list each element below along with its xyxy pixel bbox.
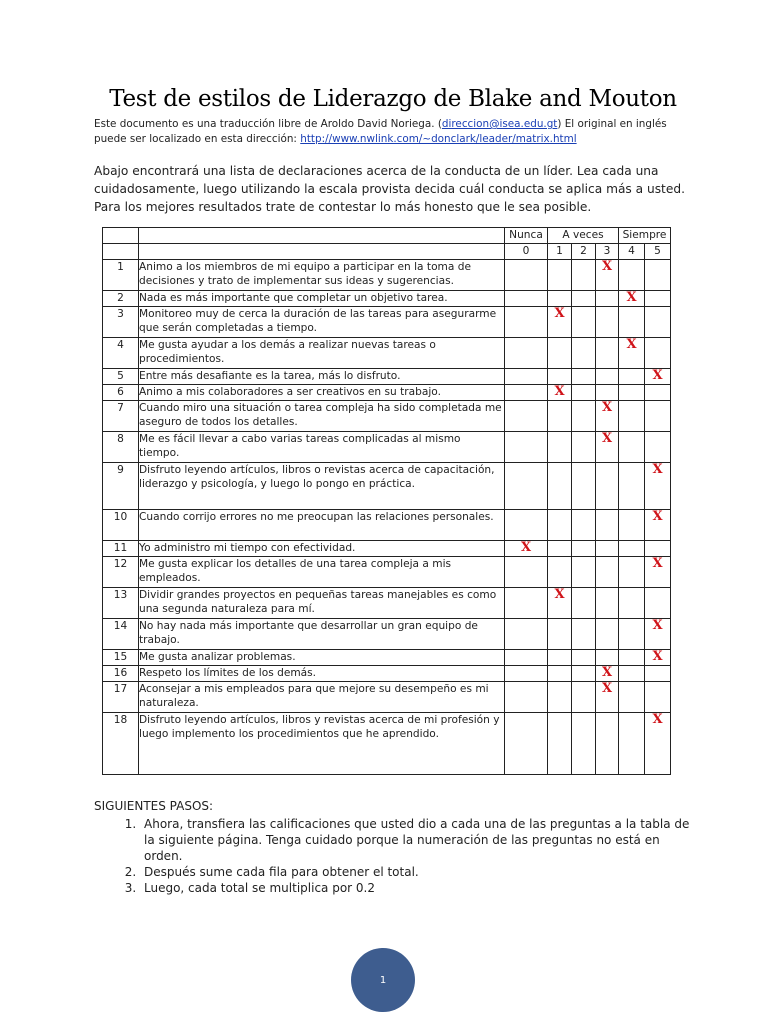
question-number: 5 xyxy=(103,369,139,385)
question-row xyxy=(103,307,671,338)
answer-cell-3[interactable] xyxy=(596,291,619,307)
question-row xyxy=(103,385,671,401)
step-item: 1. Ahora, transfiera las calificaciones que usted dio a cada una de las preguntas a la tabla de la siguiente página. Tenga cuidado porque la numeración de las preguntas no está en orden. xyxy=(140,816,694,864)
question-row xyxy=(103,557,671,588)
answer-cell-3[interactable] xyxy=(596,588,619,619)
question-statement: Respeto los límites de los demás. xyxy=(139,666,505,682)
answer-cell-1[interactable] xyxy=(548,588,572,619)
answer-mark: X xyxy=(652,462,663,477)
answer-cell-5[interactable] xyxy=(645,291,671,307)
answer-mark: X xyxy=(601,681,613,696)
question-statement: Monitoreo muy de cerca la duración de las tareas para asegurarme que serán completadas a tiempo. xyxy=(139,307,505,338)
answer-cell-2[interactable] xyxy=(572,369,596,385)
answer-cell-5[interactable] xyxy=(645,260,671,291)
question-statement: Cuando corrijo errores no me preocupan las relaciones personales. xyxy=(139,510,505,541)
answer-cell-0[interactable] xyxy=(505,541,548,557)
answer-mark: X xyxy=(601,400,613,415)
answer-cell-0[interactable] xyxy=(505,463,548,510)
answer-cell-4[interactable] xyxy=(619,666,645,682)
question-statement: Me gusta analizar problemas. xyxy=(139,650,505,666)
question-row xyxy=(103,510,671,541)
answer-cell-4[interactable] xyxy=(619,432,645,463)
leadership-questionnaire-table xyxy=(102,227,671,775)
intro-paragraph: Abajo encontrará una lista de declaraciones acerca de la conducta de un líder. Lea cada una cuidadosamente, luego utilizando la escala provista decida cuál conducta se aplica más a usted. Para los mejores resultados trate de contestar lo más honesto que le sea posible. xyxy=(94,164,685,214)
answer-cell-0[interactable] xyxy=(505,307,548,338)
answer-cell-2[interactable] xyxy=(572,307,596,338)
question-number: 18 xyxy=(103,713,139,775)
answer-cell-4[interactable] xyxy=(619,713,645,775)
answer-cell-3[interactable] xyxy=(596,432,619,463)
answer-cell-5[interactable] xyxy=(645,557,671,588)
answer-cell-4[interactable] xyxy=(619,338,645,369)
answer-cell-1[interactable] xyxy=(548,650,572,666)
answer-cell-2[interactable] xyxy=(572,463,596,510)
answer-cell-4[interactable] xyxy=(619,510,645,541)
question-number: 9 xyxy=(103,463,139,510)
answer-cell-0[interactable] xyxy=(505,338,548,369)
answer-cell-0[interactable] xyxy=(505,650,548,666)
answer-cell-0[interactable] xyxy=(505,369,548,385)
answer-cell-3[interactable] xyxy=(596,307,619,338)
scale-value-1: 1 xyxy=(548,244,572,260)
answer-cell-5[interactable] xyxy=(645,666,671,682)
question-statement: Me gusta ayudar a los demás a realizar nuevas tareas o procedimientos. xyxy=(139,338,505,369)
answer-cell-0[interactable] xyxy=(505,557,548,588)
answer-cell-0[interactable] xyxy=(505,666,548,682)
answer-cell-2[interactable] xyxy=(572,588,596,619)
scale-value-4: 4 xyxy=(619,244,645,260)
note-text-1: Este documento es una traducción libre de Aroldo David Noriega. ( xyxy=(94,118,442,130)
question-statement: Animo a los miembros de mi equipo a participar en la toma de decisiones y trato de implementar sus ideas y sugerencias. xyxy=(139,260,505,291)
answer-cell-5[interactable] xyxy=(645,682,671,713)
answer-cell-3[interactable] xyxy=(596,401,619,432)
question-number: 15 xyxy=(103,650,139,666)
answer-cell-2[interactable] xyxy=(572,385,596,401)
question-row xyxy=(103,401,671,432)
answer-cell-2[interactable] xyxy=(572,291,596,307)
answer-cell-5[interactable] xyxy=(645,463,671,510)
answer-cell-1[interactable] xyxy=(548,666,572,682)
question-number: 4 xyxy=(103,338,139,369)
question-statement: Nada es más importante que completar un objetivo tarea. xyxy=(139,291,505,307)
answer-cell-4[interactable] xyxy=(619,307,645,338)
answer-cell-5[interactable] xyxy=(645,619,671,650)
question-number: 12 xyxy=(103,557,139,588)
answer-cell-5[interactable] xyxy=(645,307,671,338)
translation-note xyxy=(94,117,694,147)
question-statement: Me gusta explicar los detalles de una tarea compleja a mis empleados. xyxy=(139,557,505,588)
answer-cell-3[interactable] xyxy=(596,650,619,666)
answer-cell-3[interactable] xyxy=(596,338,619,369)
answer-mark: X xyxy=(601,431,613,446)
question-number: 16 xyxy=(103,666,139,682)
answer-cell-0[interactable] xyxy=(505,291,548,307)
answer-cell-3[interactable] xyxy=(596,463,619,510)
next-steps-section xyxy=(94,799,694,896)
answer-cell-4[interactable] xyxy=(619,260,645,291)
question-statement: No hay nada más importante que desarrollar un gran equipo de trabajo. xyxy=(139,619,505,650)
scale-value-5: 5 xyxy=(645,244,671,260)
question-statement: Aconsejar a mis empleados para que mejore su desempeño es mi naturaleza. xyxy=(139,682,505,713)
answer-cell-4[interactable] xyxy=(619,650,645,666)
next-steps-list xyxy=(94,816,694,896)
question-number: 17 xyxy=(103,682,139,713)
answer-mark: X xyxy=(554,587,565,602)
answer-cell-1[interactable] xyxy=(548,369,572,385)
answer-cell-3[interactable] xyxy=(596,619,619,650)
answer-cell-5[interactable] xyxy=(645,541,671,557)
answer-cell-0[interactable] xyxy=(505,432,548,463)
scale-value-0: 0 xyxy=(505,244,548,260)
answer-cell-4[interactable] xyxy=(619,682,645,713)
question-row xyxy=(103,666,671,682)
scale-value-3: 3 xyxy=(596,244,619,260)
question-row xyxy=(103,682,671,713)
answer-cell-0[interactable] xyxy=(505,260,548,291)
answer-cell-1[interactable] xyxy=(548,385,572,401)
answer-cell-1[interactable] xyxy=(548,619,572,650)
answer-mark: X xyxy=(652,649,663,664)
answer-cell-0[interactable] xyxy=(505,510,548,541)
answer-mark: X xyxy=(601,259,613,274)
answer-cell-1[interactable] xyxy=(548,307,572,338)
next-steps-title: SIGUIENTES PASOS: xyxy=(94,799,214,813)
question-statement: Me es fácil llevar a cabo varias tareas complicadas al mismo tiempo. xyxy=(139,432,505,463)
answer-cell-0[interactable] xyxy=(505,588,548,619)
answer-mark: X xyxy=(652,556,663,571)
answer-cell-3[interactable] xyxy=(596,666,619,682)
answer-cell-5[interactable] xyxy=(645,432,671,463)
question-row xyxy=(103,588,671,619)
answer-cell-1[interactable] xyxy=(548,291,572,307)
answer-cell-2[interactable] xyxy=(572,619,596,650)
answer-cell-4[interactable] xyxy=(619,291,645,307)
question-number: 14 xyxy=(103,619,139,650)
answer-cell-1[interactable] xyxy=(548,682,572,713)
question-statement: Yo administro mi tiempo con efectividad. xyxy=(139,541,505,557)
scale-group-siempre: Siempre xyxy=(619,228,671,244)
answer-cell-5[interactable] xyxy=(645,588,671,619)
question-row xyxy=(103,713,671,775)
step-item: 3. Luego, cada total se multiplica por 0.2 xyxy=(140,880,694,896)
scale-value-2: 2 xyxy=(572,244,596,260)
answer-mark: X xyxy=(652,618,663,633)
answer-cell-3[interactable] xyxy=(596,385,619,401)
answer-cell-1[interactable] xyxy=(548,557,572,588)
header-row-values xyxy=(103,244,671,260)
answer-cell-2[interactable] xyxy=(572,666,596,682)
answer-cell-4[interactable] xyxy=(619,588,645,619)
answer-cell-2[interactable] xyxy=(572,401,596,432)
document-title: Test de estilos de Liderazgo de Blake and Mouton xyxy=(109,86,677,112)
answer-cell-4[interactable] xyxy=(619,619,645,650)
answer-cell-0[interactable] xyxy=(505,385,548,401)
email-link[interactable]: direccion@isea.edu.gt xyxy=(441,118,558,130)
answer-cell-3[interactable] xyxy=(596,369,619,385)
answer-cell-3[interactable] xyxy=(596,557,619,588)
answer-cell-2[interactable] xyxy=(572,541,596,557)
answer-mark: X xyxy=(626,337,637,352)
answer-cell-4[interactable] xyxy=(619,541,645,557)
answer-cell-1[interactable] xyxy=(548,541,572,557)
answer-mark: X xyxy=(554,306,565,321)
question-number: 13 xyxy=(103,588,139,619)
answer-mark: X xyxy=(520,540,532,555)
answer-mark: X xyxy=(601,665,613,680)
answer-cell-5[interactable] xyxy=(645,401,671,432)
answer-cell-2[interactable] xyxy=(572,650,596,666)
question-statement: Disfruto leyendo artículos, libros y revistas acerca de mi profesión y luego implemento los procedimientos que he aprendido. xyxy=(139,713,505,775)
header-row-groups xyxy=(103,228,671,244)
answer-cell-1[interactable] xyxy=(548,713,572,775)
answer-mark: X xyxy=(652,509,663,524)
answer-cell-2[interactable] xyxy=(572,510,596,541)
question-number: 8 xyxy=(103,432,139,463)
answer-cell-2[interactable] xyxy=(572,557,596,588)
answer-cell-0[interactable] xyxy=(505,619,548,650)
answer-mark: X xyxy=(554,384,565,399)
answer-cell-0[interactable] xyxy=(505,682,548,713)
question-row xyxy=(103,650,671,666)
answer-cell-5[interactable] xyxy=(645,369,671,385)
question-number: 7 xyxy=(103,401,139,432)
answer-cell-3[interactable] xyxy=(596,682,619,713)
question-number: 11 xyxy=(103,541,139,557)
step-item: 2. Después sume cada fila para obtener el total. xyxy=(140,864,694,880)
answer-cell-0[interactable] xyxy=(505,401,548,432)
question-statement: Dividir grandes proyectos en pequeñas tareas manejables es como una segunda naturaleza para mí. xyxy=(139,588,505,619)
answer-cell-1[interactable] xyxy=(548,401,572,432)
question-statement: Animo a mis colaboradores a ser creativos en su trabajo. xyxy=(139,385,505,401)
question-row xyxy=(103,619,671,650)
answer-cell-3[interactable] xyxy=(596,260,619,291)
answer-cell-3[interactable] xyxy=(596,510,619,541)
answer-cell-4[interactable] xyxy=(619,463,645,510)
answer-cell-5[interactable] xyxy=(645,713,671,775)
question-statement: Entre más desafiante es la tarea, más lo disfruto. xyxy=(139,369,505,385)
question-number: 1 xyxy=(103,260,139,291)
answer-cell-4[interactable] xyxy=(619,369,645,385)
question-number: 2 xyxy=(103,291,139,307)
answer-cell-2[interactable] xyxy=(572,682,596,713)
answer-cell-1[interactable] xyxy=(548,432,572,463)
question-row xyxy=(103,291,671,307)
question-number: 6 xyxy=(103,385,139,401)
answer-cell-2[interactable] xyxy=(572,432,596,463)
answer-mark: X xyxy=(652,712,663,727)
scale-group-nunca: Nunca xyxy=(505,228,548,244)
question-row xyxy=(103,432,671,463)
question-row xyxy=(103,338,671,369)
answer-cell-2[interactable] xyxy=(572,338,596,369)
page-number: 1 xyxy=(379,974,387,986)
answer-cell-1[interactable] xyxy=(548,510,572,541)
answer-cell-2[interactable] xyxy=(572,713,596,775)
answer-cell-3[interactable] xyxy=(596,713,619,775)
question-statement: Cuando miro una situación o tarea compleja ha sido completada me aseguro de todos los detalles. xyxy=(139,401,505,432)
answer-cell-0[interactable] xyxy=(505,713,548,775)
answer-cell-4[interactable] xyxy=(619,557,645,588)
question-row xyxy=(103,260,671,291)
answer-mark: X xyxy=(652,368,663,383)
answer-cell-2[interactable] xyxy=(572,260,596,291)
note-text-2: ) El original en inglés puede ser localizado en esta dirección: xyxy=(94,118,667,145)
answer-cell-1[interactable] xyxy=(548,260,572,291)
question-row xyxy=(103,541,671,557)
answer-cell-5[interactable] xyxy=(645,510,671,541)
page-number-badge xyxy=(351,948,415,1012)
answer-cell-4[interactable] xyxy=(619,385,645,401)
source-url-link[interactable]: http://www.nwlink.com/~donclark/leader/matrix.html xyxy=(300,133,577,145)
scale-group-a-veces: A veces xyxy=(548,228,619,244)
answer-cell-5[interactable] xyxy=(645,338,671,369)
answer-cell-4[interactable] xyxy=(619,401,645,432)
question-statement: Disfruto leyendo artículos, libros o revistas acerca de capacitación, liderazgo y psicología, y luego lo pongo en práctica. xyxy=(139,463,505,510)
answer-cell-1[interactable] xyxy=(548,463,572,510)
question-row xyxy=(103,463,671,510)
question-number: 10 xyxy=(103,510,139,541)
question-row xyxy=(103,369,671,385)
answer-cell-1[interactable] xyxy=(548,338,572,369)
answer-mark: X xyxy=(626,290,637,305)
answer-cell-3[interactable] xyxy=(596,541,619,557)
question-number: 3 xyxy=(103,307,139,338)
answer-cell-5[interactable] xyxy=(645,385,671,401)
answer-cell-5[interactable] xyxy=(645,650,671,666)
